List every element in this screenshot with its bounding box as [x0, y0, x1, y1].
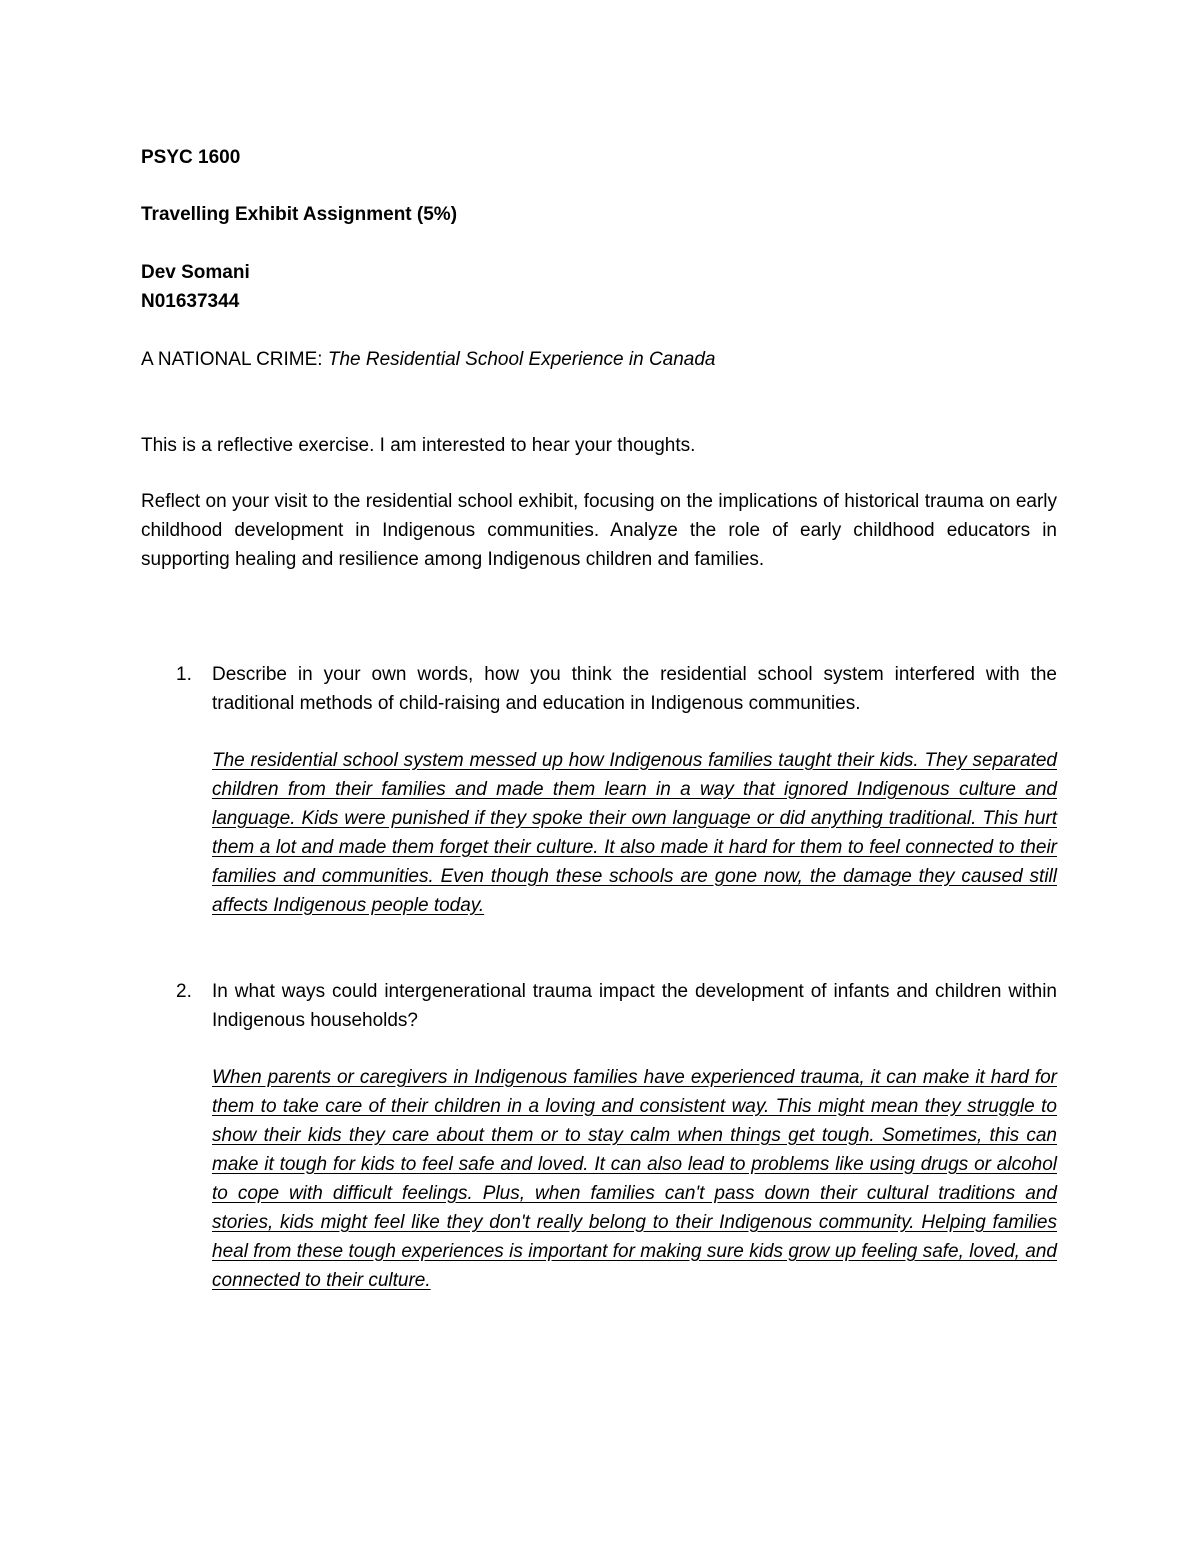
- student-name: Dev Somani: [141, 262, 250, 283]
- course-code: PSYC 1600: [141, 147, 241, 168]
- exhibit-title: [141, 348, 716, 372]
- question-1-number: 1.: [176, 664, 192, 685]
- question-2-number: 2.: [176, 981, 192, 1002]
- reflection-prompt: Reflect on your visit to the residential school exhibit, focusing on the implications of historical trauma on early childhood development in Indigenous communities. Analyze the role of early childhood educators in supporting healing and resilience among Indigenous children and families.: [141, 491, 1057, 570]
- answer-1: The residential school system messed up how Indigenous families taught their kids. They separated children from their families and made them learn in a way that ignored Indigenous culture and language. Kids were punished if they spoke their own language or did anything traditional. This hurt them a lot and made them forget their culture. It also made it hard for them to feel connected to their families and communities. Even though these schools are gone now, the damage they caused still affects Indigenous people today.: [212, 750, 1057, 916]
- answer-2: When parents or caregivers in Indigenous families have experienced trauma, it can make it hard for them to take care of their children in a loving and consistent way. This might mean they struggle to show their kids they care about them or to stay calm when things get tough. Sometimes, this can make it tough for kids to feel safe and loved. It can also lead to problems like using drugs or alcohol to cope with difficult feelings. Plus, when families can't pass down their cultural traditions and stories, kids might feel like they don't really belong to their Indigenous community. Helping families heal from these tough experiences is important for making sure kids grow up feeling safe, loved, and connected to their culture.: [212, 1067, 1057, 1291]
- exhibit-title-prefix: A NATIONAL CRIME:: [141, 349, 328, 370]
- student-id: N01637344: [141, 291, 240, 312]
- exhibit-title-italic: The Residential School Experience in Canada: [327, 349, 716, 370]
- question-2-text: In what ways could intergenerational trauma impact the development of infants and children within Indigenous households?: [212, 981, 1057, 1031]
- assignment-title: Travelling Exhibit Assignment (5%): [141, 204, 458, 225]
- intro-line: This is a reflective exercise. I am interested to hear your thoughts.: [141, 435, 696, 456]
- question-1-text: Describe in your own words, how you think the residential school system interfered with the traditional methods of child-raising and education in Indigenous communities.: [212, 664, 1057, 714]
